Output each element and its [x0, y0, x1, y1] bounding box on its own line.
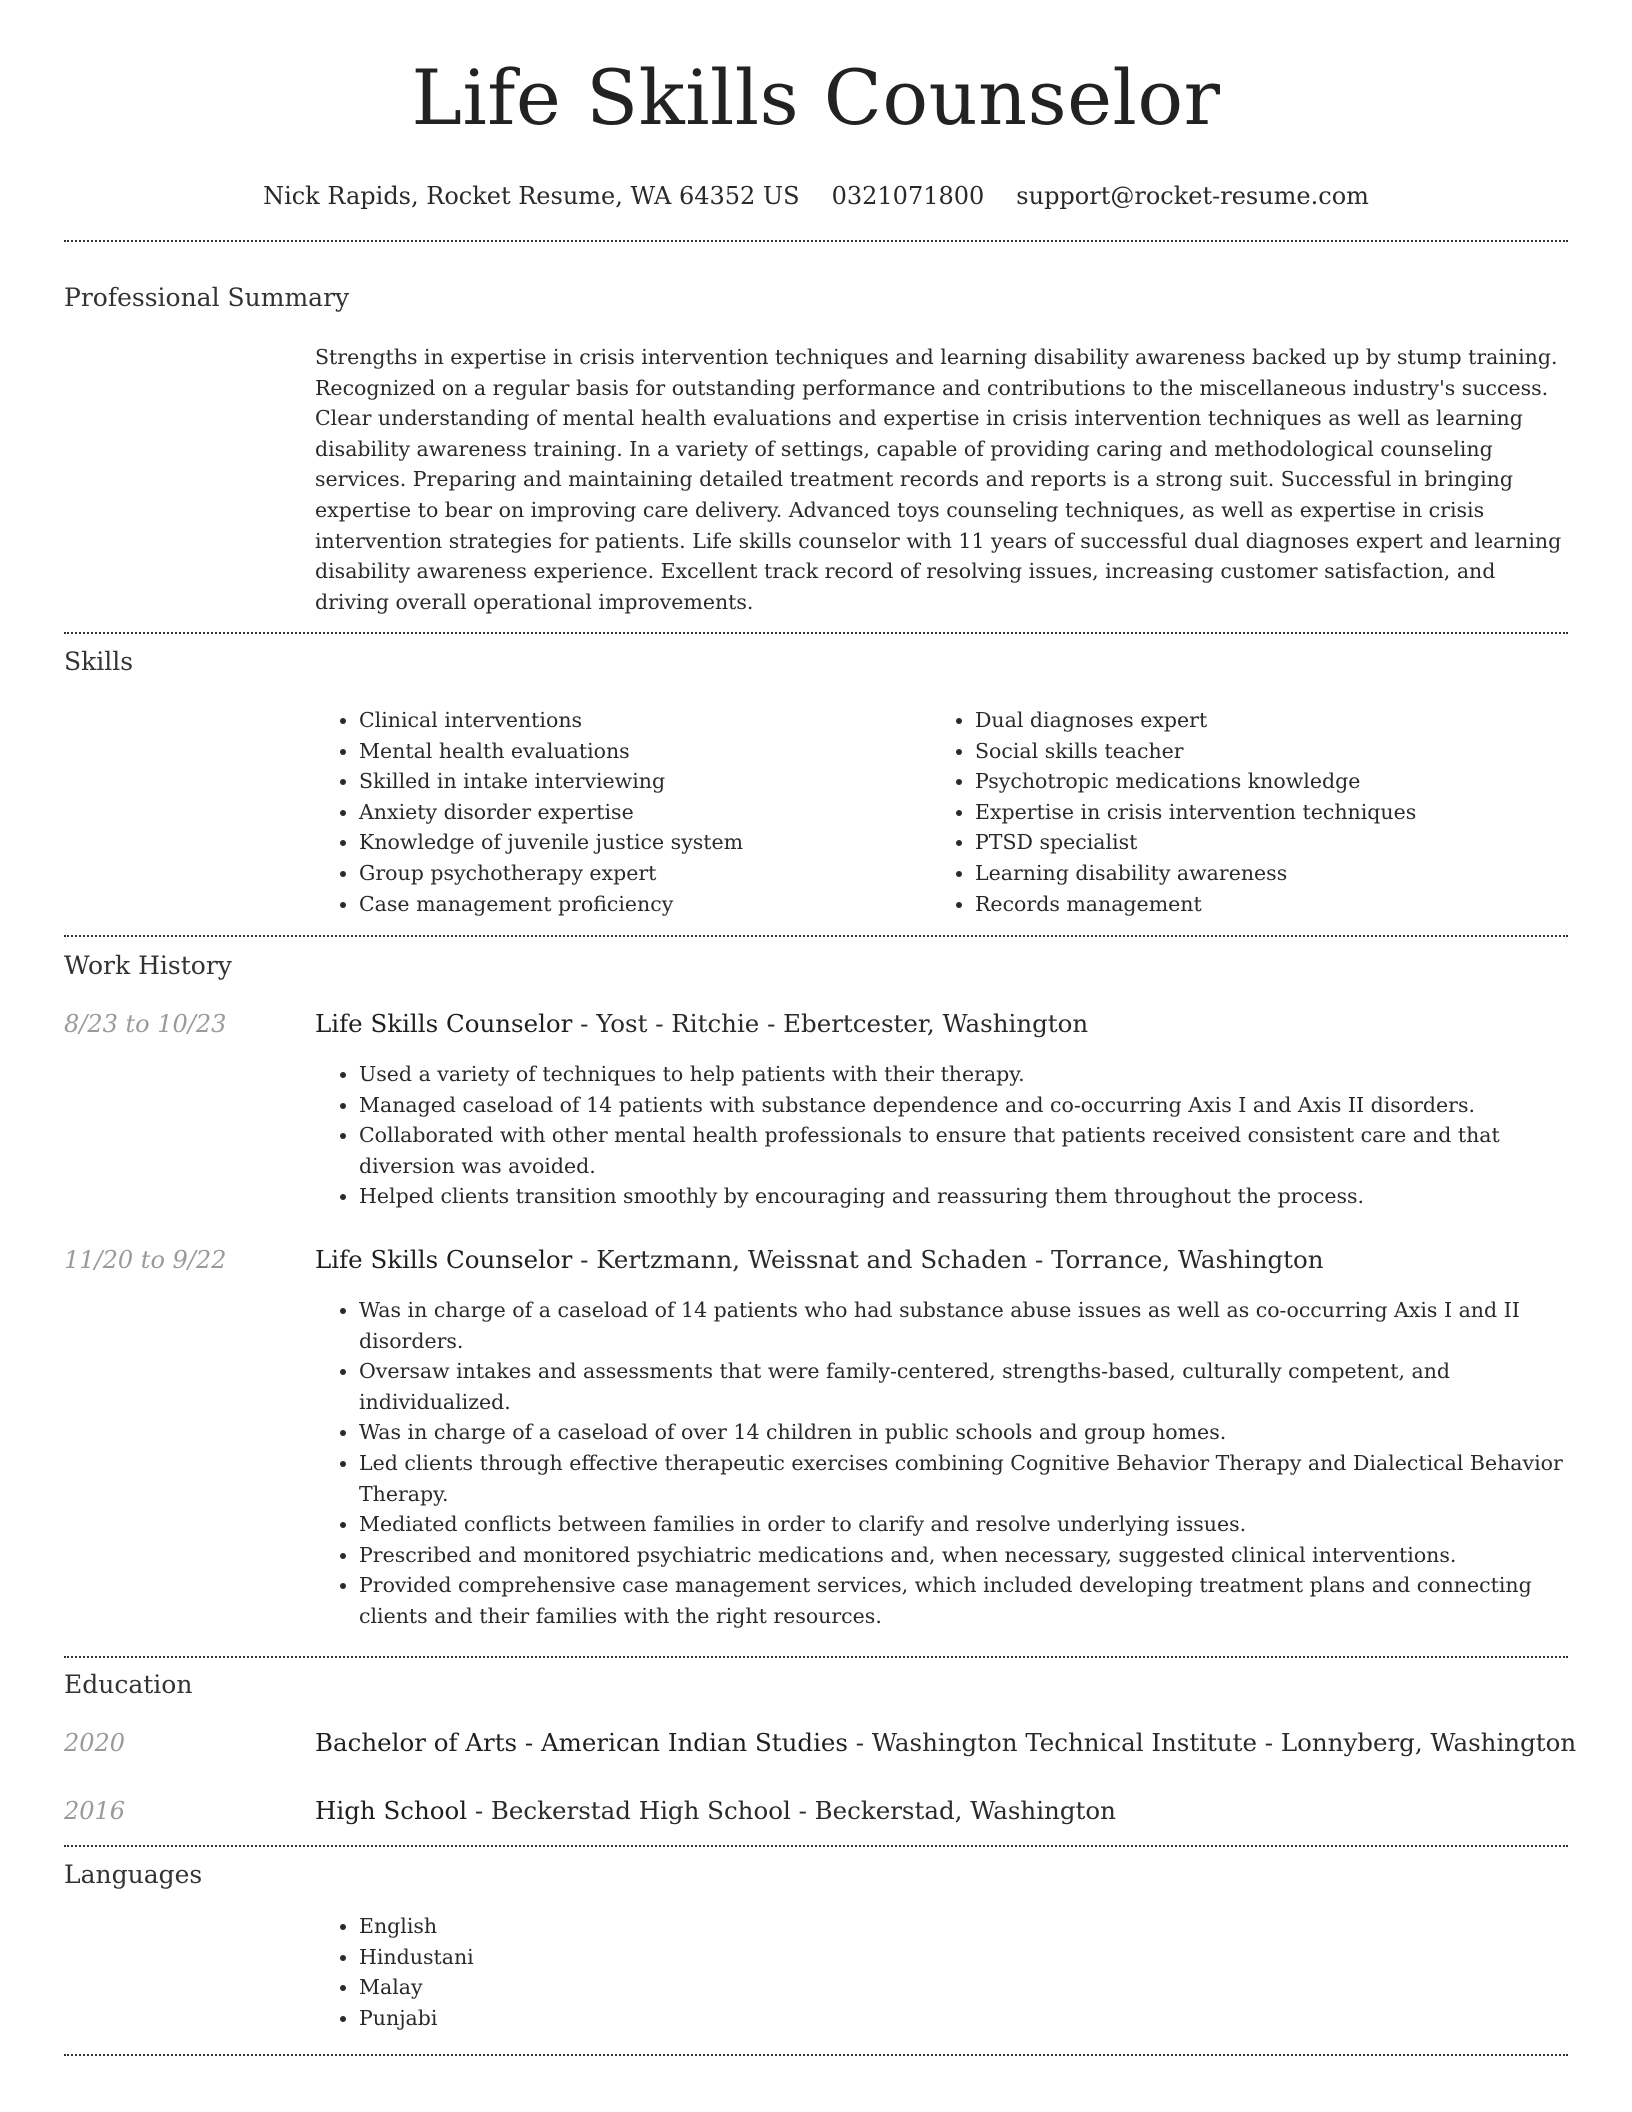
skill-item: • Skilled in intake interviewing [359, 766, 915, 797]
section-title-summary: Professional Summary [64, 283, 350, 312]
job-bullets [315, 1059, 1565, 1212]
education-year: 2020 [64, 1729, 126, 1757]
section-title-work: Work History [64, 951, 232, 980]
job-title [315, 1008, 1088, 1040]
education-entry [315, 1727, 1576, 1759]
education-entry [315, 1795, 1116, 1827]
contact-address: Nick Rapids, Rocket Resume, WA 64352 US [263, 182, 800, 210]
job-bullet: • Was in charge of a caseload of 14 patients who had substance abuse issues as well as co-occurring Axis I and II disorders. [359, 1295, 1565, 1356]
skill-item: • Mental health evaluations [359, 736, 915, 767]
languages-list [315, 1911, 474, 2033]
job-details: - Yost - Ritchie - Ebertcester, Washington [572, 1009, 1089, 1038]
job-dates: 8/23 to 10/23 [64, 1010, 227, 1038]
skill-item: • Learning disability awareness [975, 858, 1531, 889]
education-details: - Beckerstad High School - Beckerstad, Washington [467, 1796, 1116, 1825]
resume-header [0, 0, 1632, 212]
summary-text: Strengths in expertise in crisis intervention techniques and learning disability awareness backed up by stump training. Recognized on a regular basis for outstanding performance and contributions to the miscellaneous industry's success. Clear understanding of mental health evaluations and expertise in crisis intervention techniques as well as learning disability awareness training. In a variety of settings, capable of providing caring and methodological counseling services. Preparing and maintaining detailed treatment records and reports is a strong suit. Successful in bringing expertise to bear on improving care delivery. Advanced toys counseling techniques, as well as expertise in crisis intervention strategies for patients. Life skills counselor with 11 years of successful dual diagnoses expert and learning disability awareness experience. Excellent track record of resolving issues, increasing customer satisfaction, and driving overall operational improvements. [315, 345, 1562, 614]
skill-item: • PTSD specialist [975, 827, 1531, 858]
education-degree: Bachelor of Arts - American Indian Studies [315, 1728, 848, 1757]
job-bullet: • Oversaw intakes and assessments that were family-centered, strengths-based, culturally competent, and individualized. [359, 1356, 1565, 1417]
section-title-languages: Languages [64, 1860, 203, 1889]
divider [64, 935, 1568, 937]
skill-item: • Clinical interventions [359, 705, 915, 736]
skill-item: • Dual diagnoses expert [975, 705, 1531, 736]
education-details: - Washington Technical Institute - Lonnyberg, Washington [848, 1728, 1577, 1757]
divider [64, 2054, 1568, 2056]
section-title-skills: Skills [64, 647, 134, 676]
job-bullet: • Provided comprehensive case management services, which included developing treatment plans and connecting clients and their families with the right resources. [359, 1570, 1565, 1631]
job-dates: 11/20 to 9/22 [64, 1246, 227, 1274]
job-details: - Kertzmann, Weissnat and Schaden - Torrance, Washington [572, 1245, 1324, 1274]
contact-phone: 0321071800 [831, 182, 985, 210]
resume-name: Life Skills Counselor [411, 53, 1221, 142]
job-role: Life Skills Counselor [315, 1009, 573, 1038]
job-bullet: • Mediated conflicts between families in order to clarify and resolve underlying issues. [359, 1509, 1565, 1540]
job-bullet: • Collaborated with other mental health professionals to ensure that patients received consistent care and that diversion was avoided. [359, 1120, 1565, 1181]
job-title [315, 1244, 1324, 1276]
divider [64, 632, 1568, 634]
job-bullets [315, 1295, 1565, 1632]
job-bullet: • Was in charge of a caseload of over 14 children in public schools and group homes. [359, 1417, 1565, 1448]
language-item: • English [359, 1911, 474, 1942]
skills-column-right [931, 705, 1531, 919]
divider [64, 1656, 1568, 1658]
skill-item: • Social skills teacher [975, 736, 1531, 767]
skill-item: • Group psychotherapy expert [359, 858, 915, 889]
skill-item: • Records management [975, 889, 1531, 920]
job-bullet: • Managed caseload of 14 patients with substance dependence and co-occurring Axis I and Axis II disorders. [359, 1090, 1565, 1121]
skill-item: • Expertise in crisis intervention techniques [975, 797, 1531, 828]
job-bullet: • Led clients through effective therapeutic exercises combining Cognitive Behavior Therapy and Dialectical Behavior Therapy. [359, 1448, 1565, 1509]
skill-item: • Anxiety disorder expertise [359, 797, 915, 828]
skill-item: • Case management proficiency [359, 889, 915, 920]
education-year: 2016 [64, 1797, 126, 1825]
job-bullet: • Prescribed and monitored psychiatric medications and, when necessary, suggested clinical interventions. [359, 1540, 1565, 1571]
contact-line [0, 180, 1632, 212]
education-degree: High School [315, 1796, 468, 1825]
contact-email: support@rocket-resume.com [1016, 182, 1369, 210]
language-item: • Punjabi [359, 2003, 474, 2034]
job-bullet: • Used a variety of techniques to help patients with their therapy. [359, 1059, 1565, 1090]
skills-column-left [315, 705, 915, 919]
divider [64, 240, 1568, 242]
section-title-education: Education [64, 1670, 193, 1699]
skill-item: • Knowledge of juvenile justice system [359, 827, 915, 858]
language-item: • Malay [359, 1972, 474, 2003]
skill-item: • Psychotropic medications knowledge [975, 766, 1531, 797]
divider [64, 1845, 1568, 1847]
job-bullet: • Helped clients transition smoothly by encouraging and reassuring them throughout the process. [359, 1181, 1565, 1212]
job-role: Life Skills Counselor [315, 1245, 573, 1274]
language-item: • Hindustani [359, 1942, 474, 1973]
